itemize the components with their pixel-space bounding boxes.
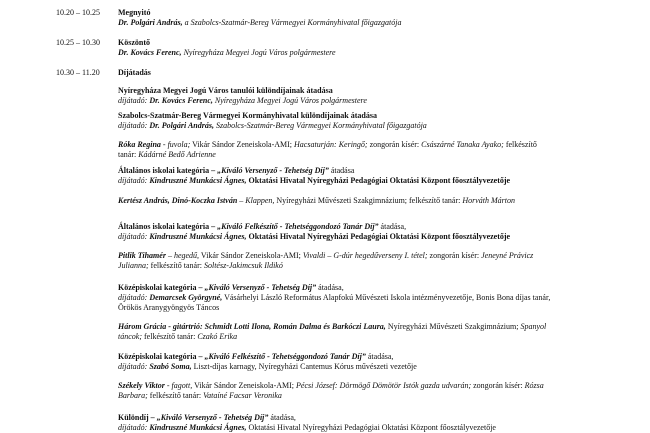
award-heading: Általános iskolai kategória – „Kiváló Versenyző - Tehetség Díj” átadása xyxy=(118,166,355,175)
presenter-name: Dr. Polgári András, xyxy=(149,121,214,130)
presenter-name: Kindruszné Munkácsi Ágnes, xyxy=(149,232,247,241)
performance-line: Három Grácia - gitártrió: Schmidt Lotti Ilona, Román Dalma és Barkóczi Laura, Nyíregyházi Művészeti Szakgimnázium; Spanyol xyxy=(118,322,547,331)
presenter-line-cont: Örökös Aranygyöngyös Táncos xyxy=(118,303,220,312)
presenter-line: díjátadó: Kindruszné Munkácsi Ágnes, Oktatási Hivatal Nyíregyházi Pedagógiai Oktatási Központ főosztályvezetője xyxy=(118,176,511,185)
performance-entry xyxy=(118,381,588,401)
performance-entry xyxy=(118,140,588,160)
schedule-time: 10.20 – 10.25 xyxy=(56,8,100,17)
presenter-name: Kindruszné Munkácsi Ágnes, xyxy=(149,423,247,432)
presenter-name: Demarcsek Györgyné, xyxy=(149,293,223,302)
award-heading: Középiskolai kategória – „Kiváló Versenyző - Tehetség Díj” átadása, xyxy=(118,283,344,292)
teacher-line: Julianna; felkészítő tanár: Soltész-Jakimcsuk Ildikó xyxy=(118,261,283,270)
presenter-line: díjátadó: Kindruszné Munkácsi Ágnes, Oktatási Hivatal Nyíregyházi Pedagógiai Oktatási Központ főosztályvezetője xyxy=(118,423,496,432)
teacher-line: táncok; felkészítő tanár: Czakó Erika xyxy=(118,332,238,341)
presenter-name: Szabó Soma, xyxy=(149,362,192,371)
presenter-name: Dr. Kovács Ferenc, xyxy=(149,96,213,105)
award-entry xyxy=(118,86,588,106)
award-heading: Középiskolai kategória – „Kiváló Felkészítő - Tehetséggondozó Tanár Díj” átadása, xyxy=(118,352,394,361)
speaker-role: Nyíregyháza Megyei Jogú Város polgármestere xyxy=(181,48,336,57)
presenter-line: díjátadó: Szabó Soma, Liszt-díjas karnagy, Nyíregyházi Cantemus Kórus művészeti vezetője xyxy=(118,362,417,371)
schedule-speaker xyxy=(118,18,401,28)
performance-line: Kertész András, Dinó-Koczka István – Klappen, Nyíregyházi Művészeti Szakgimnázium; felkészítő tanár: Horváth Márton xyxy=(118,196,515,205)
award-entry xyxy=(118,413,588,433)
award-entry xyxy=(118,111,588,131)
performance-entry xyxy=(118,196,588,206)
schedule-time: 10.30 – 11.20 xyxy=(56,68,100,77)
schedule-title: Köszöntő xyxy=(118,38,150,47)
teacher-line: Barbara; felkészítő tanár: Vataíné Facsar Veronika xyxy=(118,391,282,400)
schedule-title: Díjátadás xyxy=(118,68,151,77)
performance-line: Róka Regina - fuvola; Vikár Sándor Zeneiskola-AMI; Hacsaturján: Keringő; zongorán kísér: Császárné Tanaka Ayako; felkészítő xyxy=(118,140,537,149)
teacher-line: tanár: Kádárné Bedő Adrienne xyxy=(118,150,216,159)
schedule-title: Megnyitó xyxy=(118,8,151,17)
award-entry xyxy=(118,166,588,186)
presenter-name: Kindruszné Munkácsi Ágnes, xyxy=(149,176,247,185)
performance-line: Pitlik Tihamér – hegedű, Vikár Sándor Zeneiskola-AMI; Vivaldi – G-dúr hegedűverseny I. tétel; zongorán kísér: Jeneyné Právicz xyxy=(118,251,534,260)
schedule-time: 10.25 – 10.30 xyxy=(56,38,100,47)
award-heading: Különdíj – „Kiváló Versenyző - Tehetség Díj” átadása, xyxy=(118,413,296,422)
presenter-line: díjátadó: Dr. Kovács Ferenc, Nyíregyháza Megyei Jogú Város polgármestere xyxy=(118,96,367,105)
award-heading: Nyíregyháza Megyei Jogú Város tanulói különdíjainak átadása xyxy=(118,86,333,95)
presenter-line: díjátadó: Kindruszné Munkácsi Ágnes, Oktatási Hivatal Nyíregyházi Pedagógiai Oktatási Központ főosztályvezetője xyxy=(118,232,511,241)
award-heading: Általános iskolai kategória – „Kiváló Felkészítő - Tehetséggondozó Tanár Díj” átadása, xyxy=(118,222,407,231)
speaker-name: Dr. Kovács Ferenc, xyxy=(118,48,182,57)
presenter-line: díjátadó: Demarcsek Györgyné, Vásárhelyi László Református Alapfokú Művészeti Iskola intézményvezetője, Bonis Bona díjas tanár, xyxy=(118,293,551,302)
award-entry xyxy=(118,352,588,372)
award-entry xyxy=(118,283,588,313)
schedule-speaker xyxy=(118,48,336,58)
performance-line: Székely Viktor - fagott, Vikár Sándor Zeneiskola-AMI; Pécsi József: Dörmögő Dömötör Istók gazda udvarán; zongorán kísér: Rózsa xyxy=(118,381,544,390)
speaker-role: a Szabolcs-Szatmár-Bereg Vármegyei Kormányhivatal főigazgatója xyxy=(182,18,402,27)
performance-entry xyxy=(118,322,588,342)
presenter-line: díjátadó: Dr. Polgári András, Szabolcs-Szatmár-Bereg Vármegyei Kormányhivatal főigazgatója xyxy=(118,121,427,130)
performance-entry xyxy=(118,251,588,271)
award-heading: Szabolcs-Szatmár-Bereg Vármegyei Kormányhivatal különdíjainak átadása xyxy=(118,111,377,120)
award-entry xyxy=(118,222,588,242)
speaker-name: Dr. Polgári András, xyxy=(118,18,183,27)
